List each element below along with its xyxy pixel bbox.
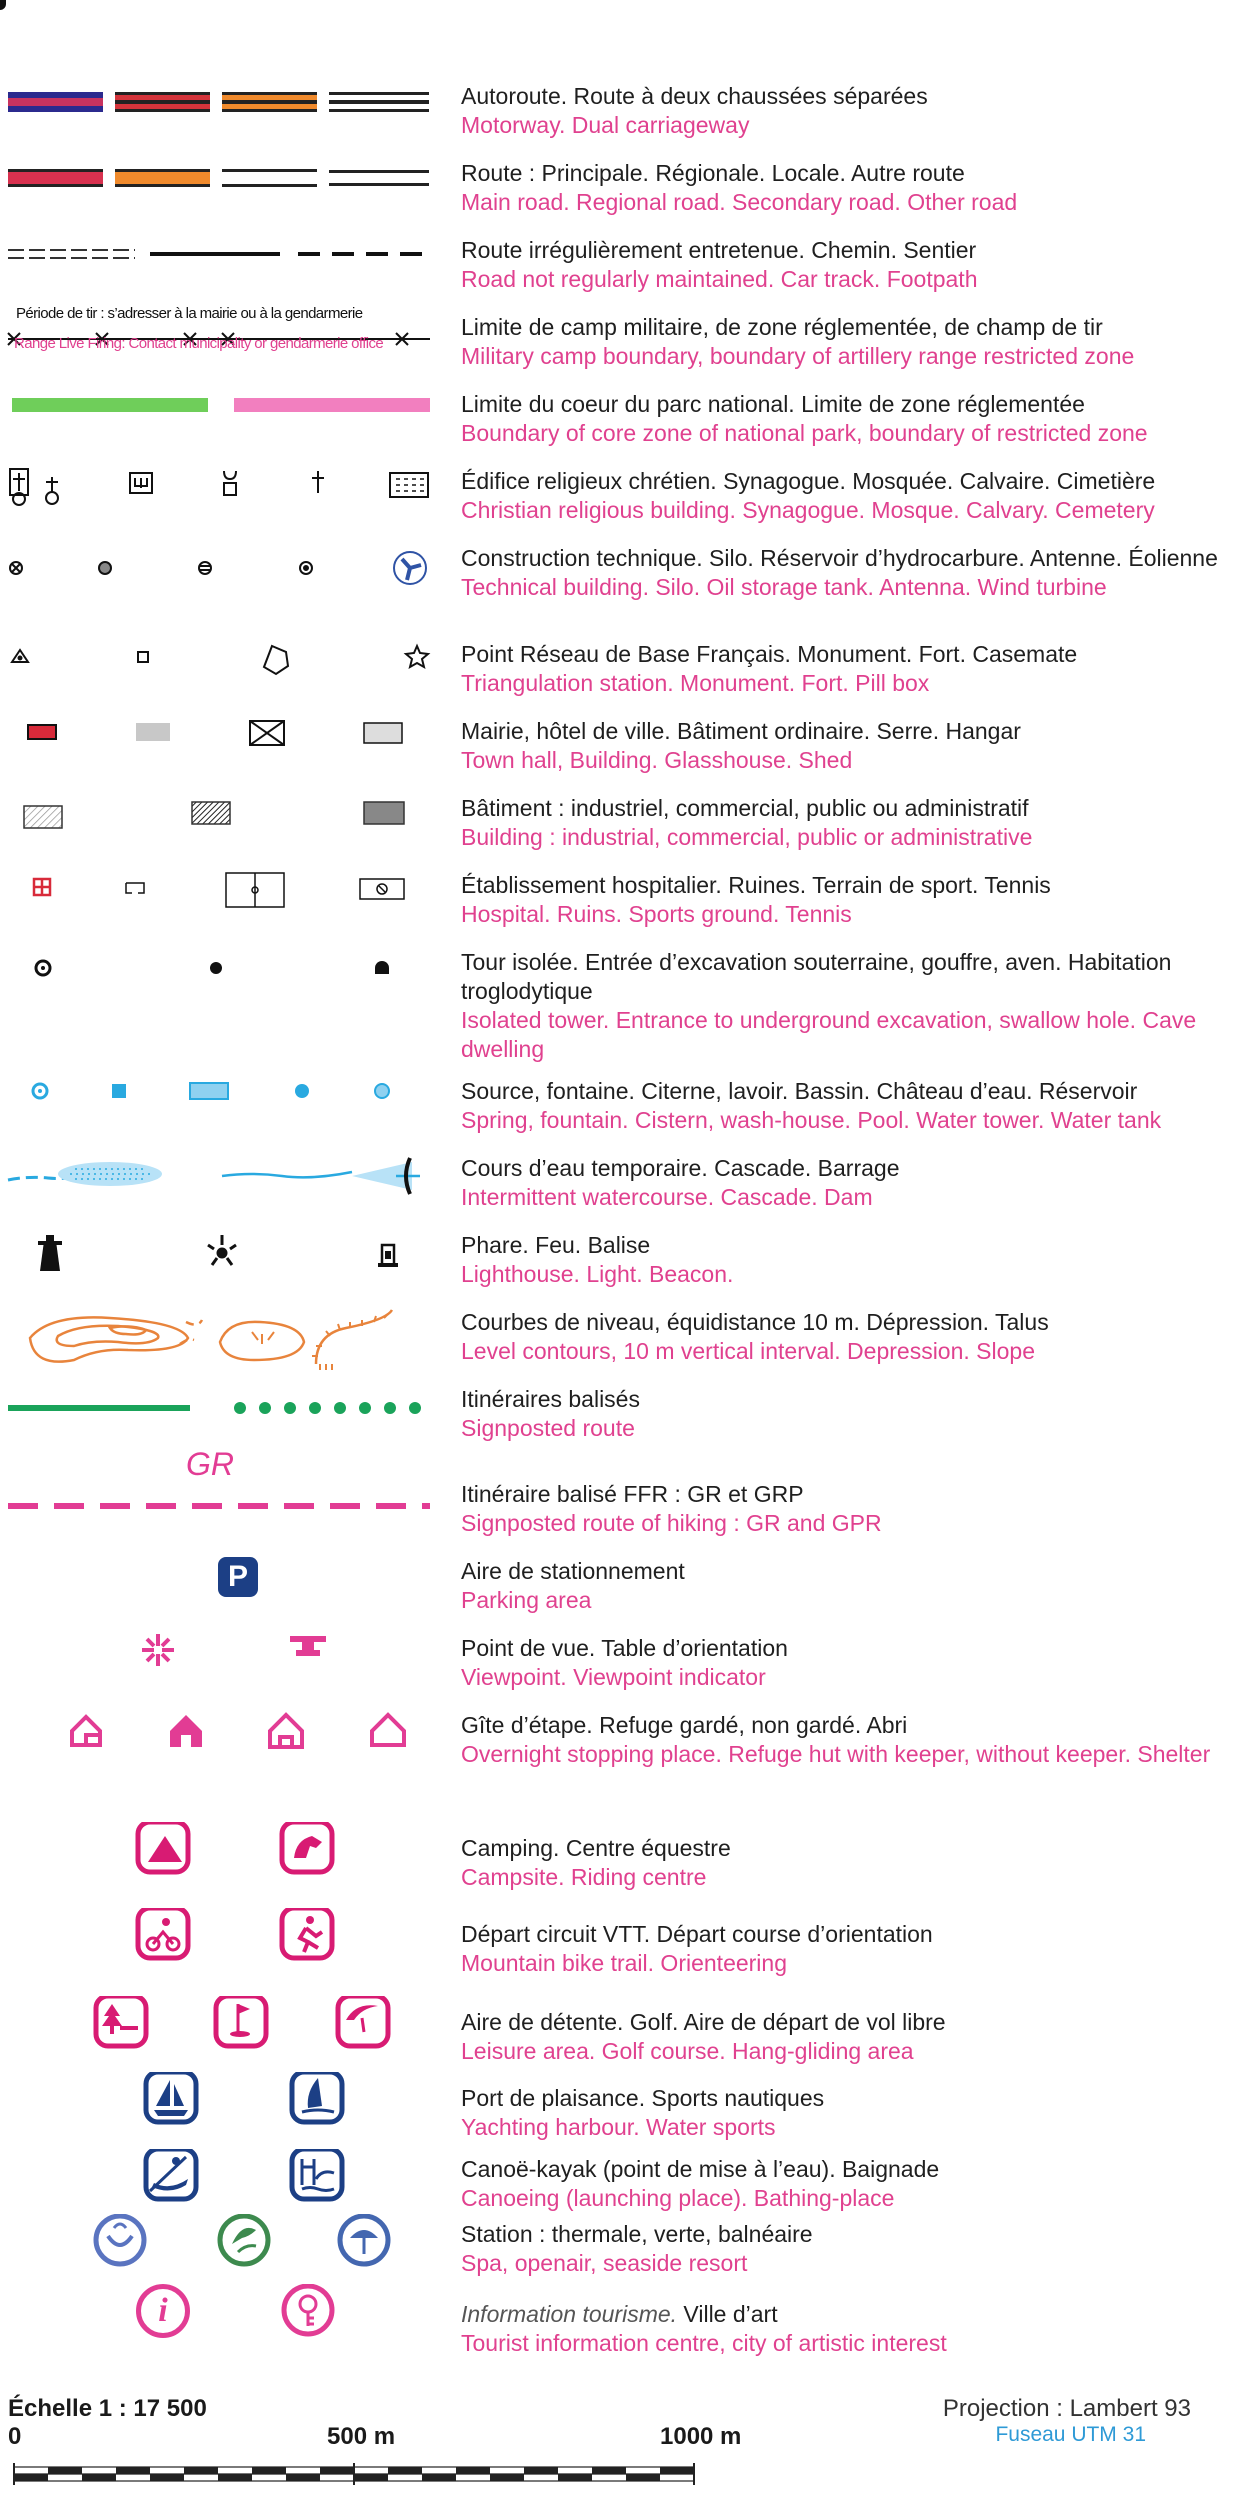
legend-label-fr: Station : thermale, verte, balnéaire: [461, 2221, 813, 2247]
monument-icon: [138, 652, 148, 662]
wind-turbine-icon: [394, 552, 426, 584]
golf-course-icon: [216, 1996, 266, 2046]
legend-label-en: Parking area: [461, 1587, 592, 1613]
spring-icon: [33, 1084, 47, 1098]
shed-icon: [364, 723, 402, 743]
lighthouse-icon: [38, 1235, 62, 1271]
legend-label-en: Yachting harbour. Water sports: [461, 2114, 776, 2140]
guarded-refuge-icon: [170, 1715, 202, 1747]
level-contours-icon: [30, 1317, 202, 1361]
other-road-icon: [329, 170, 429, 186]
legend-label-fr: Gîte d’étape. Refuge gardé, non gardé. Abri: [461, 1712, 908, 1738]
legend-label-en: Signposted route of hiking : GR and GPR: [461, 1510, 882, 1536]
shelter-icon: [372, 1715, 404, 1745]
scale-section: [0, 2395, 1247, 2505]
cave-dwelling-icon: [375, 961, 389, 974]
legend-label-fr: Départ circuit VTT. Départ course d’orientation: [461, 1921, 933, 1947]
legend-label-en: Triangulation station. Monument. Fort. Pill box: [461, 670, 930, 696]
legend-label-fr: Aire de stationnement: [461, 1558, 685, 1584]
local-road-icon: [222, 169, 317, 187]
cascade-icon: [58, 1162, 162, 1186]
legend-label-en: Intermittent watercourse. Cascade. Dam: [461, 1184, 873, 1210]
legend-label-fr: Construction technique. Silo. Réservoir d’hydrocarbure. Antenne. Éolienne: [461, 545, 1218, 571]
legend-label-fr: Camping. Centre équestre: [461, 1835, 731, 1861]
watercourse-icon: [222, 1172, 352, 1177]
slope-icon: [312, 1310, 392, 1370]
building-icon: [136, 723, 170, 741]
scale-title: Échelle 1 : 17 500: [8, 2395, 207, 2422]
scale-bar: [8, 2463, 708, 2493]
mountain-bike-icon: [138, 1908, 188, 1958]
regional-road-icon: [115, 169, 210, 187]
signposted-route-line-icon: [8, 1405, 190, 1411]
openair-resort-icon: [220, 2216, 268, 2264]
parking-letter: P: [227, 1560, 248, 1593]
legend-label-en: Lighthouse. Light. Beacon.: [461, 1261, 734, 1287]
bathing-place-icon: [292, 2149, 342, 2199]
beacon-icon: [378, 1245, 398, 1267]
silo-icon: [99, 562, 111, 574]
leisure-area-icon: [96, 1996, 146, 2046]
legend-label-fr: Mairie, hôtel de ville. Bâtiment ordinaire. Serre. Hangar: [461, 718, 1021, 744]
pill-box-icon: [406, 646, 428, 667]
legend-label-fr: Établissement hospitalier. Ruines. Terrain de sport. Tennis: [461, 872, 1051, 898]
legend-label-fr: Canoë-kayak (point de mise à l’eau). Baignade: [461, 2156, 940, 2182]
restricted-zone-icon: [234, 398, 430, 412]
legend-label-fr: Route irrégulièrement entretenue. Chemin. Sentier: [461, 237, 977, 263]
legend-label-en: Technical building. Silo. Oil storage tank. Antenna. Wind turbine: [461, 574, 1107, 600]
unmaintained-road-icon: [8, 250, 135, 258]
military-note-fr: Période de tir : s’adresser à la mairie ou à la gendarmerie: [16, 305, 363, 322]
spa-resort-icon: [96, 2216, 144, 2264]
legend-label-en: Viewpoint. Viewpoint indicator: [461, 1664, 766, 1690]
legend-label-fr: Itinéraires balisés: [461, 1386, 640, 1412]
legend-label-en: Tourist information centre, city of artistic interest: [461, 2330, 947, 2356]
legend-label-fr: Aire de détente. Golf. Aire de départ de vol libre: [461, 2009, 946, 2035]
legend-label-fr: Itinéraire balisé FFR : GR et GRP: [461, 1481, 804, 1507]
gr-label: GR: [186, 1446, 234, 1482]
legend-label-fr: Limite du coeur du parc national. Limite de zone réglementée: [461, 391, 1085, 417]
orienteering-icon: [282, 1908, 332, 1958]
utm-zone-label: Fuseau UTM 31: [995, 2423, 1146, 2446]
glasshouse-icon: [250, 721, 284, 745]
motorway-symbols: [0, 82, 440, 154]
dual-carriageway-white-icon: [329, 92, 429, 112]
legend-label-en: Mountain bike trail. Orienteering: [461, 1950, 787, 1976]
church-icon: [10, 469, 28, 505]
legend-label-fr-italic: Information tourisme.: [461, 2301, 678, 2327]
city-of-art-icon: [284, 2286, 332, 2334]
industrial-building-icon: [24, 806, 62, 828]
viewpoint-icon: [142, 1634, 174, 1666]
legend-label-en: Town hall, Building. Glasshouse. Shed: [461, 747, 853, 773]
legend-label-en: Road not regularly maintained. Car track. Footpath: [461, 266, 978, 292]
legend-label-en: Christian religious building. Synagogue. Mosque. Calvary. Cemetery: [461, 497, 1155, 523]
legend-label-fr: Courbes de niveau, équidistance 10 m. Dépression. Talus: [461, 1309, 1049, 1335]
water-tower-icon: [295, 1084, 309, 1098]
legend-label-en: Boundary of core zone of national park, boundary of restricted zone: [461, 420, 1148, 446]
campsite-icon: [138, 1822, 188, 1872]
projection-label: Projection : Lambert 93: [942, 2395, 1191, 2422]
chapel-icon: [46, 477, 58, 504]
legend-label-fr: Point de vue. Table d’orientation: [461, 1635, 788, 1661]
parking-icon: [218, 1557, 258, 1597]
legend-label-en: Canoeing (launching place). Bathing-place: [461, 2185, 895, 2211]
hang-gliding-icon: [338, 1996, 388, 2046]
info-letter: i: [158, 2292, 168, 2329]
public-building-icon: [364, 802, 404, 824]
riding-centre-icon: [282, 1822, 332, 1872]
legend-label-fr-regular: Ville d’art: [683, 2301, 778, 2327]
legend-label-fr: Route : Principale. Régionale. Locale. Autre route: [461, 160, 965, 186]
oil-tank-icon: [199, 562, 211, 574]
fort-icon: [264, 646, 288, 674]
viewpoint-indicator-icon: [290, 1636, 326, 1656]
tennis-icon: [360, 879, 404, 899]
overnight-stopping-icon: [72, 1717, 100, 1745]
synagogue-icon: [130, 473, 152, 493]
ruins-icon: [126, 883, 144, 893]
depression-icon: [220, 1322, 304, 1360]
scale-tick-1000: 1000 m: [660, 2423, 742, 2450]
legend-label-en: Spring, fountain. Cistern, wash-house. Pool. Water tower. Water tank: [461, 1107, 1162, 1133]
scale-tick-500: 500 m: [327, 2423, 396, 2450]
legend-label-en: Overnight stopping place. Refuge hut with keeper, without keeper. Shelter: [461, 1741, 1211, 1767]
calvary-icon: [312, 471, 324, 493]
legend-label-fr: Autoroute. Route à deux chaussées séparées: [461, 83, 928, 109]
legend-label-en: Spa, openair, seaside resort: [461, 2250, 748, 2276]
unguarded-refuge-icon: [270, 1715, 302, 1747]
legend-label-fr: Point Réseau de Base Français. Monument. Fort. Casemate: [461, 641, 1078, 667]
water-tank-icon: [375, 1084, 389, 1098]
yachting-harbour-icon: [146, 2072, 196, 2122]
technical-building-icon: [10, 562, 22, 574]
commercial-building-icon: [192, 802, 230, 824]
legend-label-fr: Phare. Feu. Balise: [461, 1232, 651, 1258]
legend-label-fr: Port de plaisance. Sports nautiques: [461, 2085, 825, 2111]
dam-icon: [352, 1158, 420, 1194]
water-sports-icon: [292, 2072, 342, 2122]
sports-ground-icon: [226, 873, 284, 907]
legend-label-en: Leisure area. Golf course. Hang-gliding area: [461, 2038, 914, 2064]
excavation-entrance-icon: [210, 962, 222, 974]
legend-label-en: Level contours, 10 m vertical interval. Depression. Slope: [461, 1338, 1036, 1364]
scale-tick-0: 0: [8, 2423, 22, 2450]
canoeing-icon: [146, 2149, 196, 2199]
cistern-icon: [112, 1084, 126, 1098]
mosque-icon: [224, 471, 236, 495]
pool-icon: [190, 1083, 228, 1099]
main-road-icon: [8, 169, 103, 187]
legend-label-en: Hospital. Ruins. Sports ground. Tennis: [461, 901, 852, 927]
isolated-tower-icon: [36, 961, 50, 975]
legend-label-fr: Limite de camp militaire, de zone réglementée, de champ de tir: [461, 314, 1103, 340]
town-hall-icon: [28, 725, 56, 739]
legend-label-en: Isolated tower. Entrance to underground excavation, swallow hole. Cave dwelling: [461, 1007, 1197, 1062]
legend-label-en: Main road. Regional road. Secondary road. Other road: [461, 189, 1018, 215]
legend-label-fr: Tour isolée. Entrée d’excavation souterraine, gouffre, aven. Habitation troglodytique: [461, 949, 1172, 1004]
legend-label-en: Building : industrial, commercial, public or administrative: [461, 824, 1033, 850]
legend-label-fr: Source, fontaine. Citerne, lavoir. Bassin. Château d’eau. Réservoir: [461, 1078, 1138, 1104]
legend-label-en: Military camp boundary, boundary of artillery range restricted zone: [461, 343, 1135, 369]
cemetery-icon: [390, 473, 428, 497]
motorway-line-icon: [8, 92, 103, 112]
national-park-core-icon: [12, 398, 208, 412]
legend-label-fr: Édifice religieux chrétien. Synagogue. Mosquée. Calvaire. Cimetière: [461, 468, 1156, 494]
legend-label-fr: Bâtiment : industriel, commercial, public ou administratif: [461, 795, 1029, 821]
legend-label-fr: Cours d’eau temporaire. Cascade. Barrage: [461, 1155, 900, 1181]
dual-carriageway-red-icon: [115, 92, 210, 112]
legend-label-en: Campsite. Riding centre: [461, 1864, 707, 1890]
legend-label-en: Signposted route: [461, 1415, 635, 1441]
seaside-resort-icon: [340, 2216, 388, 2264]
military-note-en: Range Live Firing: Contact municipality or gendarmerie office: [14, 335, 384, 352]
triangulation-station-icon: [12, 650, 28, 662]
signposted-route-dotted-icon: [234, 1402, 421, 1414]
antenna-icon: [300, 562, 312, 574]
hospital-icon: [34, 879, 50, 895]
light-icon: [208, 1235, 236, 1265]
dual-carriageway-orange-icon: [222, 92, 317, 112]
legend-label-fr: [461, 2300, 1241, 2329]
legend-label-en: Motorway. Dual carriageway: [461, 112, 750, 138]
